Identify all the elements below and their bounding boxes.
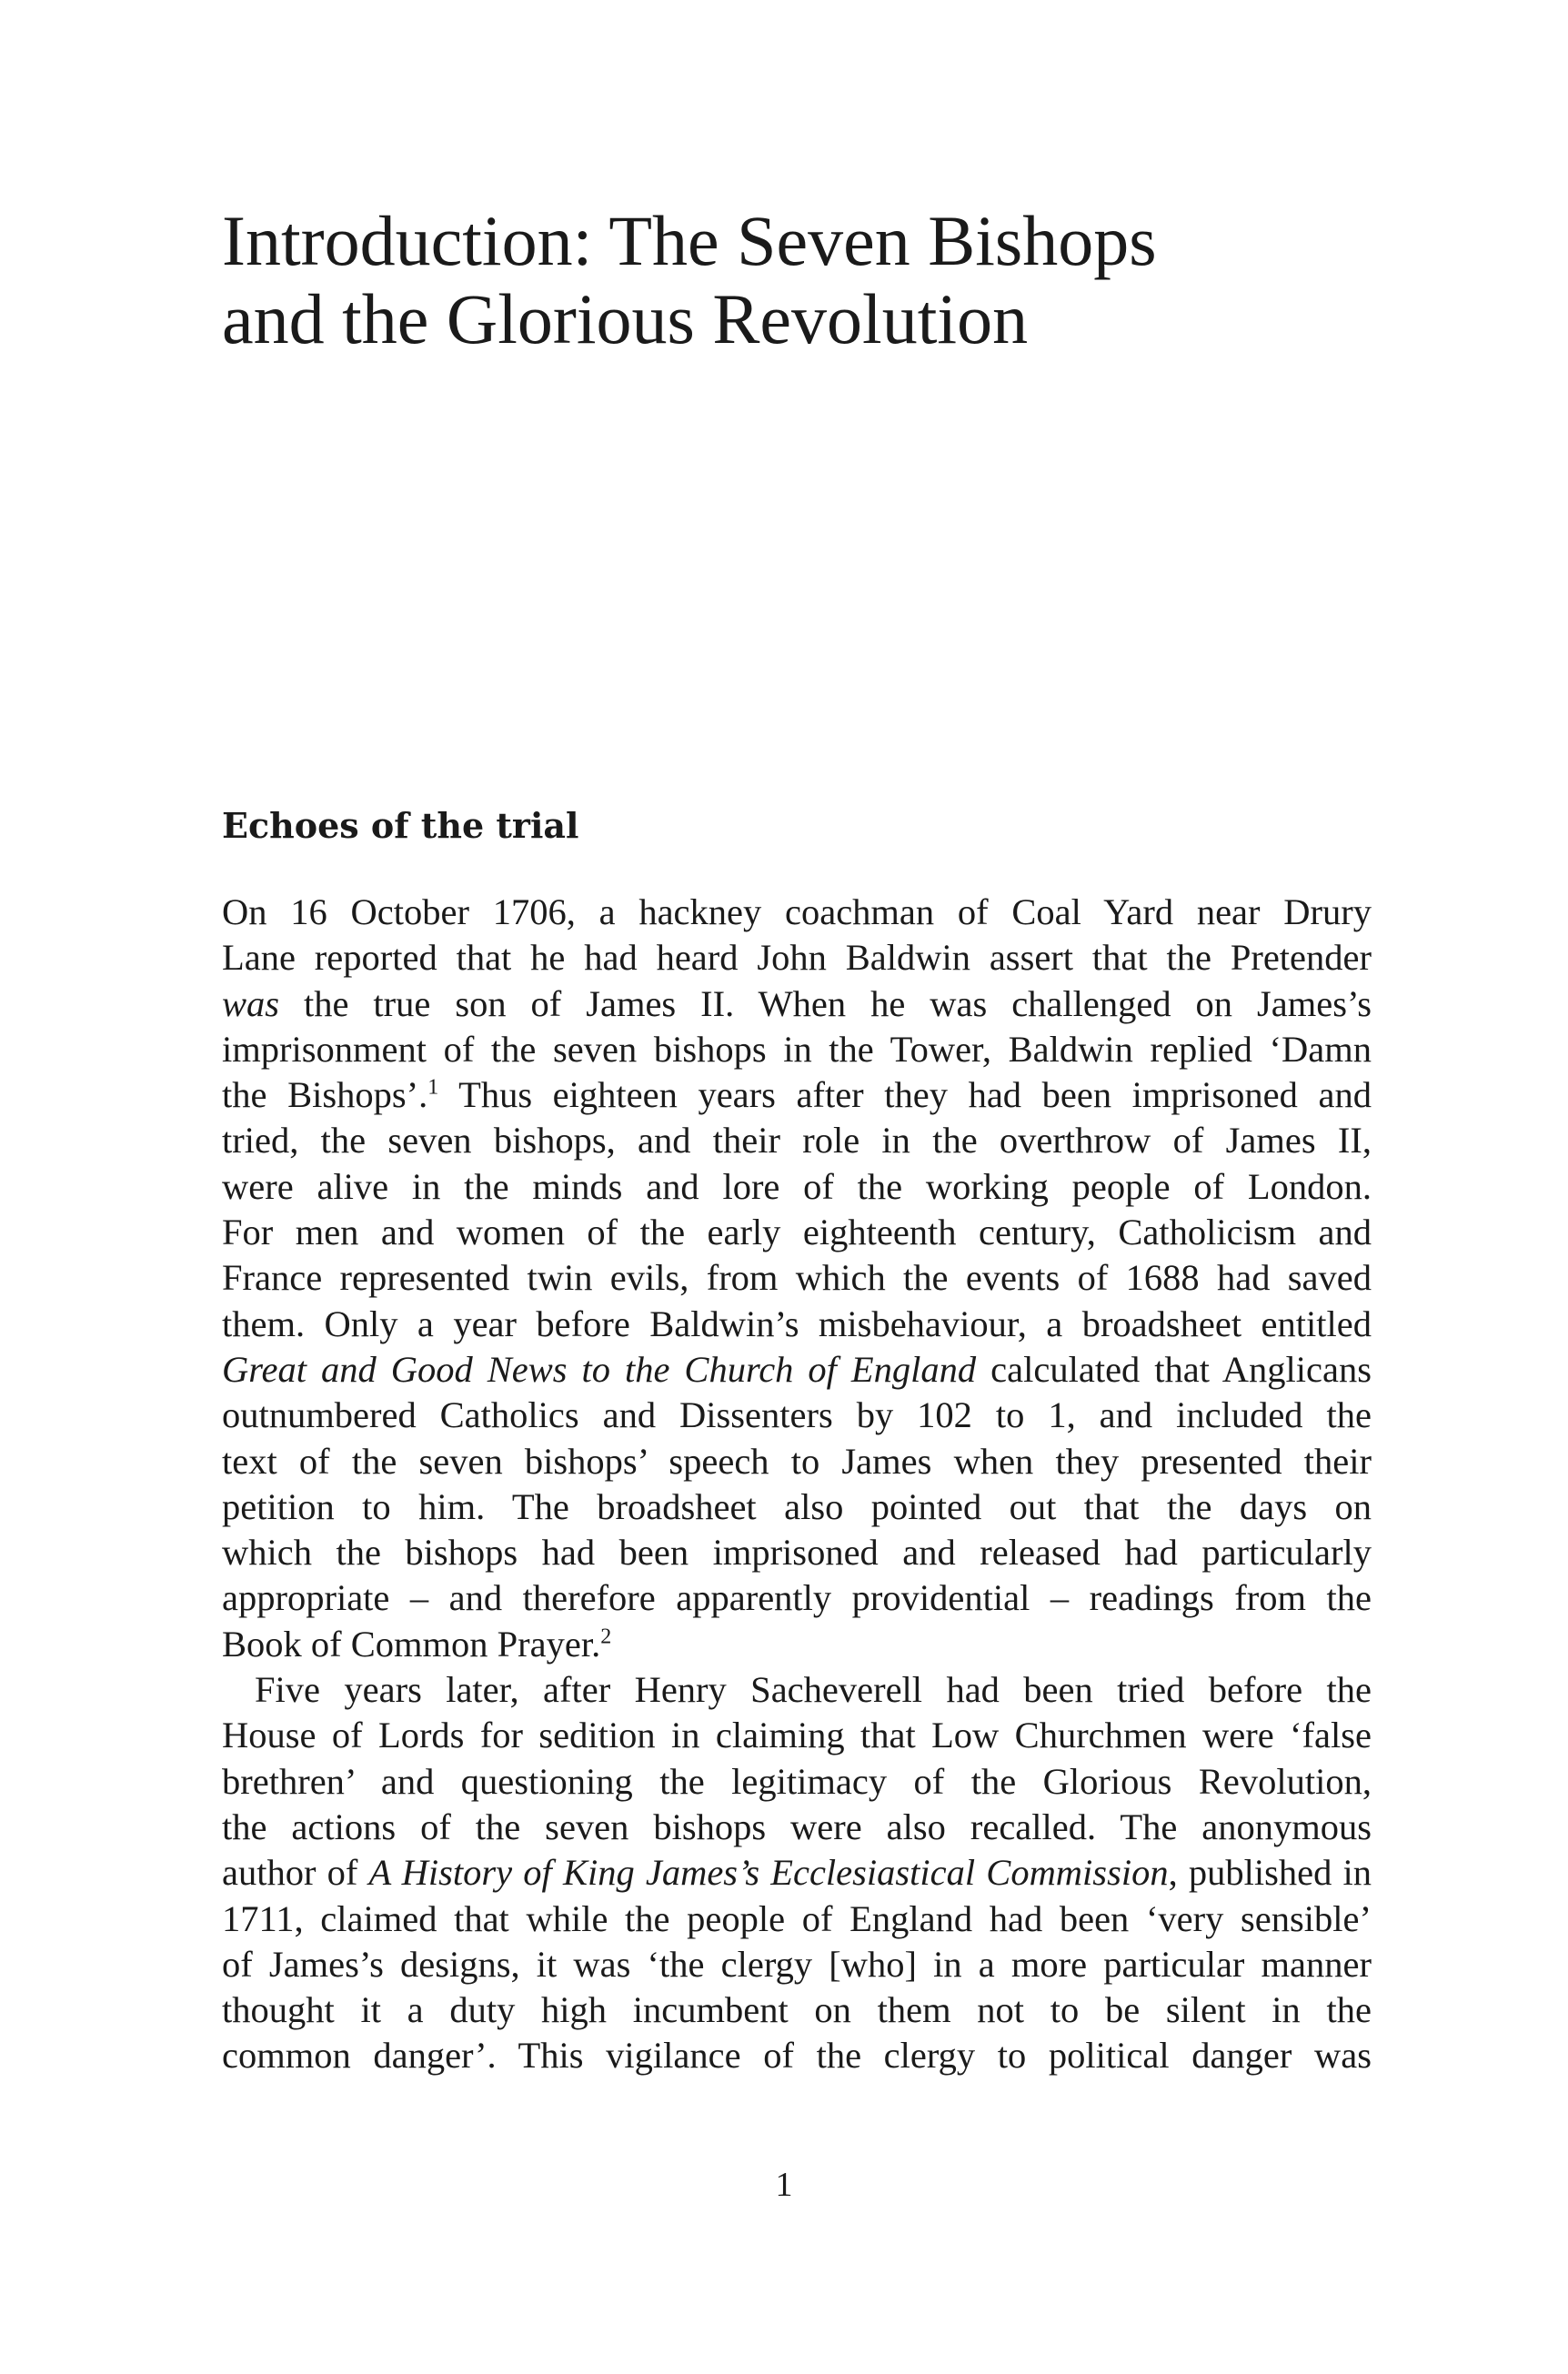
italic-title: Great and Good News to the Church of England bbox=[222, 1348, 977, 1390]
text-line bbox=[222, 1347, 1372, 1393]
text-line: France represented twin evils, from which the events of 1688 had saved bbox=[222, 1257, 1372, 1299]
text-line: text of the seven bishops’ speech to James when they presented their bbox=[222, 1440, 1372, 1482]
text-line: For men and women of the early eighteenth century, Catholicism and bbox=[222, 1212, 1372, 1253]
text-line: On 16 October 1706, a hackney coachman of Coal Yard near Drury bbox=[222, 891, 1372, 932]
footnote-marker[interactable]: 2 bbox=[600, 1625, 612, 1649]
text-line: 1711, claimed that while the people of England had been ‘very sensible’ bbox=[222, 1897, 1372, 1939]
text-line: appropriate – and therefore apparently providential – readings from the bbox=[222, 1577, 1372, 1619]
text-line: common danger’. This vigilance of the clergy to political danger was bbox=[222, 2035, 1372, 2077]
text-line: brethren’ and questioning the legitimacy of the Glorious Revolution, bbox=[222, 1760, 1372, 1802]
chapter-title bbox=[222, 202, 1368, 358]
italic-text: was bbox=[222, 982, 280, 1024]
text-span: calculated that Anglicans bbox=[976, 1348, 1372, 1390]
text-line: Lane reported that he had heard John Baldwin assert that the Pretender bbox=[222, 937, 1372, 979]
text-line: thought it a duty high incumbent on them not to be silent in the bbox=[222, 1989, 1372, 2031]
text-line: House of Lords for sedition in claiming that Low Churchmen were ‘false bbox=[222, 1715, 1372, 1756]
text-span: Book of Common Prayer. bbox=[222, 1623, 601, 1665]
text-span: the Bishops’. bbox=[222, 1074, 428, 1116]
text-span: the true son of James II. When he was challenged on James’s bbox=[279, 982, 1372, 1024]
chapter-title-line-2: and the Glorious Revolution bbox=[222, 279, 1029, 358]
text-line: the actions of the seven bishops were also recalled. The anonymous bbox=[222, 1806, 1372, 1847]
text-line: were alive in the minds and lore of the working people of London. bbox=[222, 1165, 1372, 1207]
text-line bbox=[222, 1622, 1372, 1667]
text-line: them. Only a year before Baldwin’s misbehaviour, a broadsheet entitled bbox=[222, 1303, 1372, 1344]
section-heading: Echoes of the trial bbox=[222, 805, 579, 846]
italic-title: A History of King James’s Ecclesiastical Commission bbox=[368, 1852, 1169, 1894]
text-line bbox=[222, 981, 1372, 1027]
text-span: , published in bbox=[1168, 1852, 1372, 1894]
text-line: outnumbered Catholics and Dissenters by 102 to 1, and included the bbox=[222, 1394, 1372, 1436]
text-line: Five years later, after Henry Sacheverell had been tried before the bbox=[255, 1669, 1372, 1711]
body-text bbox=[222, 890, 1372, 2079]
text-line bbox=[222, 1850, 1372, 1896]
text-line: petition to him. The broadsheet also pointed out that the days on bbox=[222, 1485, 1372, 1527]
text-line: imprisonment of the seven bishops in the Tower, Baldwin replied ‘Damn bbox=[222, 1028, 1372, 1070]
footnote-marker[interactable]: 1 bbox=[427, 1075, 439, 1100]
text-span: author of bbox=[222, 1852, 369, 1894]
text-line: tried, the seven bishops, and their role in the overthrow of James II, bbox=[222, 1120, 1372, 1162]
text-line bbox=[222, 1072, 1372, 1118]
page-number: 1 bbox=[775, 2166, 793, 2204]
chapter-title-line-1: Introduction: The Seven Bishops bbox=[222, 201, 1157, 280]
text-line: of James’s designs, it was ‘the clergy [who] in a more particular manner bbox=[222, 1943, 1372, 1985]
text-span: Thus eighteen years after they had been imprisoned and bbox=[438, 1074, 1372, 1116]
text-line: which the bishops had been imprisoned and released had particularly bbox=[222, 1532, 1372, 1574]
